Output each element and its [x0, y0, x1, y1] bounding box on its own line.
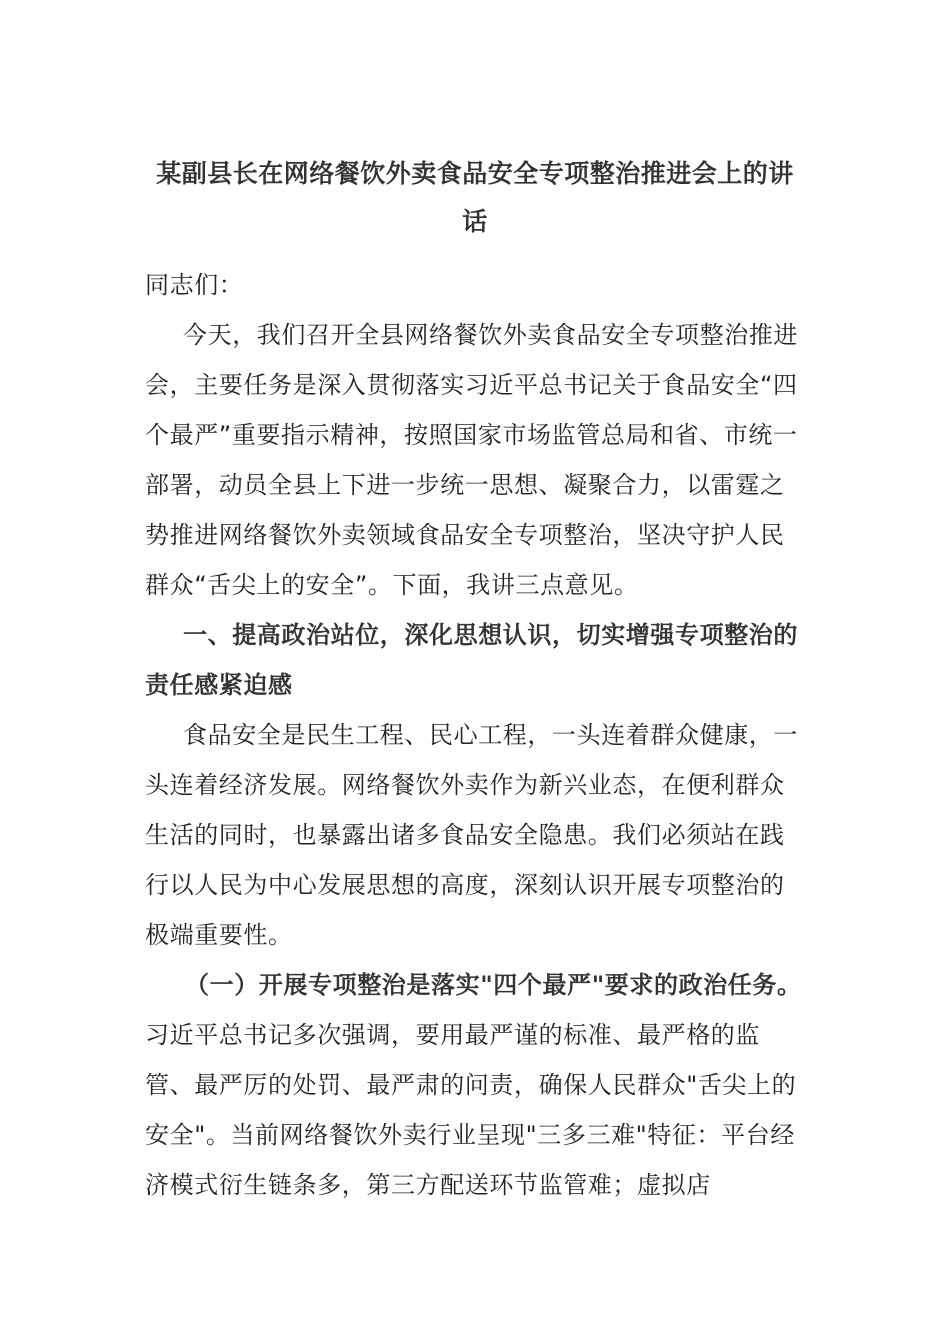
document-title: 某副县长在网络餐饮外卖食品安全专项整治推进会上的讲话 — [156, 159, 794, 236]
section-1-paragraph: 食品安全是民生工程、民心工程，一头连着群众健康，一头连着经济发展。网络餐饮外卖作为新兴业态，在便利群众生活的同时，也暴露出诸多食品安全隐患。我们必须站在践行以人民为中心发展思想的高度，深刻认识开展专项整治的极端重要性。 — [145, 721, 798, 949]
document-page — [145, 150, 805, 1210]
subsection-1-body: 习近平总书记多次强调，要用最严谨的标准、最严格的监管、最严厉的处罚、最严肃的问责，确保人民群众"舌尖上的安全"。当前网络餐饮外卖行业呈现"三多三难"特征：平台经济模式衍生链条多，第三方配送环节监管难；虚拟店 — [145, 1021, 797, 1199]
subsection-1-paragraph — [145, 960, 805, 1210]
section-1-heading: 一、提高政治站位，深化思想认识，切实增强专项整治的责任感紧迫感 — [145, 621, 798, 699]
subsection-1-heading: （一）开展专项整治是落实"四个最严"要求的政治任务。 — [185, 971, 802, 999]
intro-paragraph: 今天，我们召开全县网络餐饮外卖食品安全专项整治推进会，主要任务是深入贯彻落实习近平总书记关于食品安全“四个最严”重要指示精神，按照国家市场监管总局和省、市统一部署，动员全县上下进一步统一思想、凝聚合力，以雷霆之势推进网络餐饮外卖领域食品安全专项整治，坚决守护人民群众“舌尖上的安全”。下面，我讲三点意见。 — [145, 321, 798, 599]
salutation: 同志们： — [145, 271, 244, 299]
